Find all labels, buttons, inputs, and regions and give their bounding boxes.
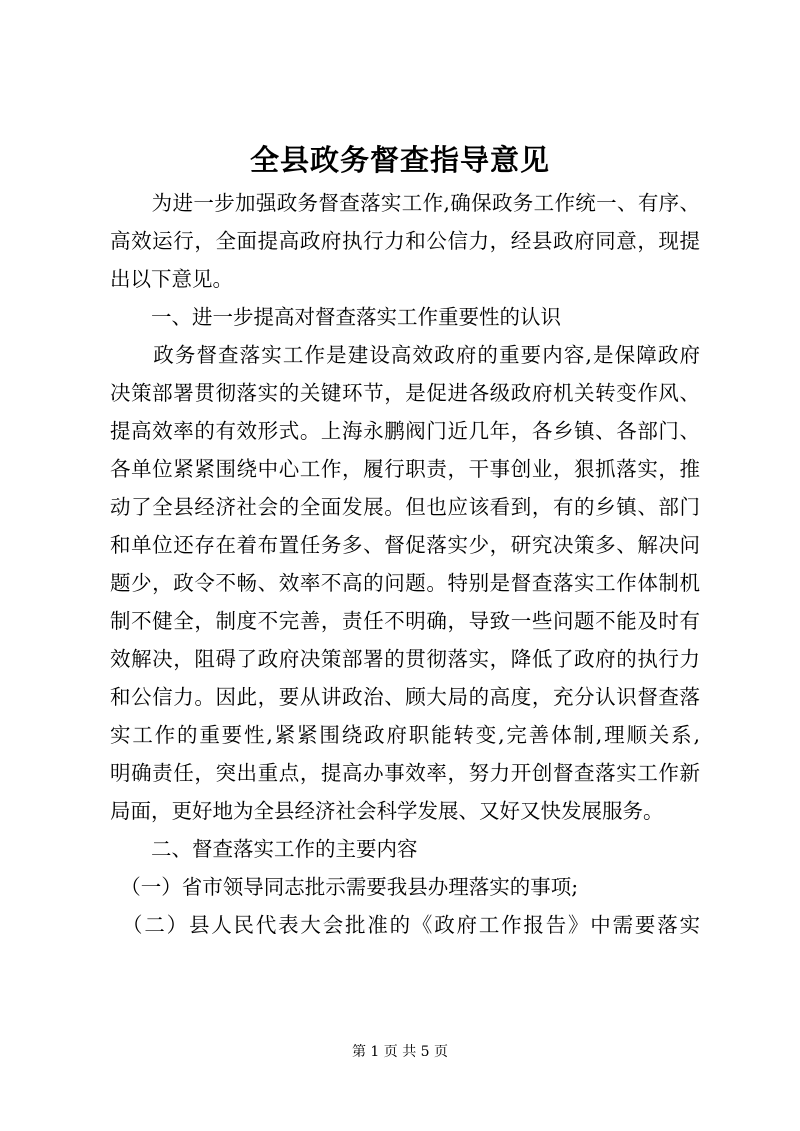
document-title: 全县政务督查指导意见 bbox=[249, 143, 550, 177]
body-line: 出以下意见。 bbox=[110, 267, 233, 291]
list-item: （一）省市领导同志批示需要我县办理落实的事项; bbox=[110, 875, 579, 899]
body-line: 决策部署贯彻落实的关键环节，是促进各级政府机关转变作风、 bbox=[110, 381, 700, 405]
body-line: 高效运行，全面提高政府执行力和公信力，经县政府同意，现提 bbox=[110, 229, 700, 253]
body-line: 提高效率的有效形式。上海永鹏阀门近几年，各乡镇、各部门、 bbox=[110, 419, 700, 443]
body-line: 制不健全，制度不完善，责任不明确，导致一些问题不能及时有 bbox=[110, 609, 700, 633]
section-heading: 二、督查落实工作的主要内容 bbox=[110, 837, 418, 861]
body-line: 动了全县经济社会的全面发展。但也应该看到，有的乡镇、部门 bbox=[110, 495, 700, 519]
page-number: 第 1 页 共 5 页 bbox=[351, 1044, 449, 1060]
body-line: 题少，政令不畅、效率不高的问题。特别是督查落实工作体制机 bbox=[110, 571, 700, 595]
body-line: 各单位紧紧围绕中心工作，履行职责，干事创业，狠抓落实，推 bbox=[110, 457, 700, 481]
body-line: 实工作的重要性,紧紧围绕政府职能转变,完善体制,理顺关系, bbox=[110, 723, 700, 747]
list-item: （二）县人民代表大会批准的《政府工作报告》中需要落实 bbox=[110, 913, 700, 937]
body-line: 为进一步加强政务督查落实工作,确保政务工作统一、有序、 bbox=[110, 191, 700, 215]
section-heading: 一、进一步提高对督查落实工作重要性的认识 bbox=[110, 305, 561, 329]
body-line: 明确责任，突出重点，提高办事效率，努力开创督查落实工作新 bbox=[110, 761, 700, 785]
body-line: 政务督查落实工作是建设高效政府的重要内容,是保障政府 bbox=[110, 343, 700, 367]
body-line: 和公信力。因此，要从讲政治、顾大局的高度，充分认识督查落 bbox=[110, 685, 700, 709]
document-body bbox=[110, 184, 700, 944]
body-line: 和单位还存在着布置任务多、督促落实少，研究决策多、解决问 bbox=[110, 533, 700, 557]
body-line: 局面，更好地为全县经济社会科学发展、又好又快发展服务。 bbox=[110, 799, 664, 823]
body-line: 效解决，阻碍了政府决策部署的贯彻落实，降低了政府的执行力 bbox=[110, 647, 700, 671]
